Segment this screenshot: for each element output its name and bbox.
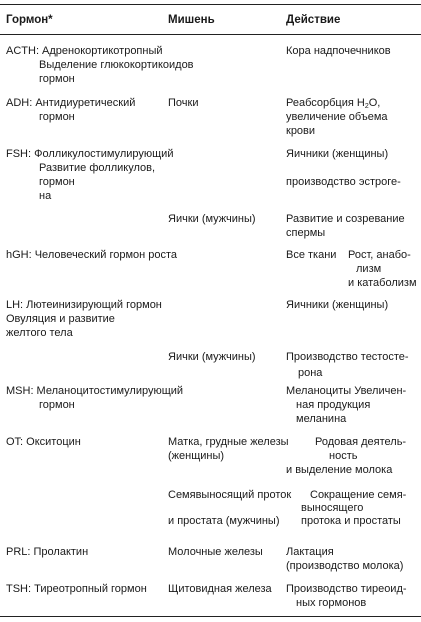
header-rule <box>0 34 421 35</box>
hormone-adh: ADH: Антидиуретический <box>6 97 136 109</box>
action-ot-line2: ность <box>329 450 358 462</box>
action-acth: Кора надпочечников <box>286 45 391 57</box>
hormone-fsh-line4: на <box>39 190 52 202</box>
hormone-fsh-line2: Развитие фолликулов, <box>39 162 156 174</box>
action-fsh-male: Развитие и созревание <box>286 213 405 225</box>
target-adh: Почки <box>168 97 199 109</box>
action-fsh-line2: производство эстроге- <box>286 176 401 188</box>
hormone-msh: MSH: Меланоцитостимулирующий <box>6 385 184 397</box>
hormone-acth-line2: Выделение глюкокортикоидов <box>39 59 194 71</box>
target-ot-male: Семявыносящий проток <box>168 489 292 501</box>
action-msh: Меланоциты Увеличен- <box>286 385 407 397</box>
hormone-acth-line3: гормон <box>39 73 75 85</box>
hormone-fsh-line3: гормон <box>39 176 75 188</box>
target-fsh-male: Яички (мужчины) <box>168 213 256 225</box>
action-msh-line2: ная продукция <box>296 399 371 411</box>
action-prl-line2: (производство молока) <box>286 560 404 572</box>
action-adh-sub: 2 <box>364 103 369 110</box>
action-ot-male-line2: выносящего <box>301 502 364 514</box>
action-ot: Родовая деятель- <box>315 436 407 448</box>
header-action: Действие <box>286 14 341 26</box>
action-lh-male: Производство тестосте- <box>286 351 409 363</box>
hormone-acth: ACTH: Адренокортикотропный <box>6 45 163 57</box>
action-tsh: Производство тиреоид- <box>286 583 407 595</box>
hormone-ot: OT: Окситоцин <box>6 436 81 448</box>
target-lh-male: Яички (мужчины) <box>168 351 256 363</box>
target-tsh: Щитовидная железа <box>168 583 272 595</box>
action-fsh: Яичники (женщины) <box>286 148 389 160</box>
hormone-msh-line2: гормон <box>39 399 75 411</box>
action-adh <box>286 96 380 110</box>
target-ot: Матка, грудные железы <box>168 436 289 448</box>
action-fsh-male-line2: спермы <box>286 227 326 239</box>
action-tsh-line2: ных гормонов <box>296 597 367 609</box>
target-prl: Молочные железы <box>168 546 263 558</box>
action-ot-male-line3: протока и простаты <box>301 515 401 527</box>
action-ot-male: Сокращение семя- <box>310 489 407 501</box>
action-lh-male-line2: рона <box>298 367 323 379</box>
hormone-tsh: TSH: Тиреотропный гормон <box>6 583 147 595</box>
hormone-fsh: FSH: Фолликулостимулирующий <box>6 148 174 160</box>
hormone-prl: PRL: Пролактин <box>6 546 89 558</box>
top-rule <box>0 4 421 5</box>
action-msh-line3: меланина <box>296 413 347 425</box>
action-lh: Яичники (женщины) <box>286 299 389 311</box>
hormone-lh-line3: желтого тела <box>6 327 73 339</box>
action-prl: Лактация <box>286 546 334 558</box>
hormone-adh-line2: гормон <box>39 111 75 123</box>
action-ot-line3: и выделение молока <box>286 464 393 476</box>
hormone-lh-line2: Овуляция и развитие <box>6 313 115 325</box>
target-ot-line2: (женщины) <box>168 450 225 462</box>
action-adh-pre: Реабсорбция H <box>286 97 365 109</box>
action-hgh-line2: лизм <box>356 263 382 275</box>
action-adh-post: O, <box>368 97 381 109</box>
action-hgh: Рост, анабо- <box>348 249 411 261</box>
header-hormone: Гормон* <box>6 14 53 26</box>
target-hgh: Все ткани <box>286 249 337 261</box>
action-adh-line2: увеличение объема <box>286 111 388 123</box>
hormone-hgh: hGH: Человеческий гормон роста <box>6 249 178 261</box>
action-hgh-line3: и катаболизм <box>348 277 417 289</box>
hormone-lh: LH: Лютеинизирующий гормон <box>6 299 162 311</box>
target-ot-male-line2: и простата (мужчины) <box>168 515 280 527</box>
bottom-rule <box>0 616 421 617</box>
header-target: Мишень <box>168 14 215 26</box>
action-adh-line3: крови <box>286 125 316 137</box>
